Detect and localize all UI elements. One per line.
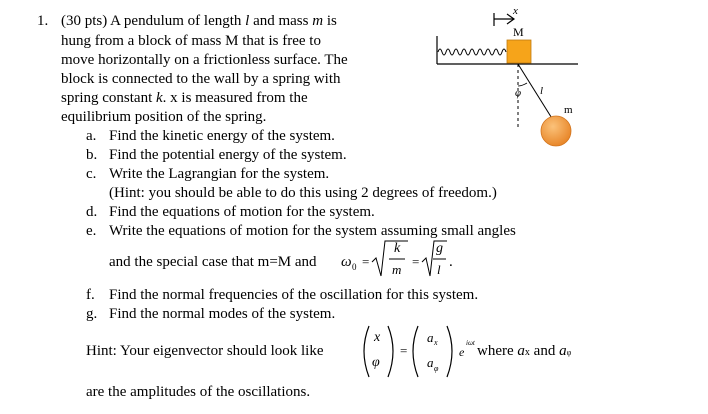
problem-line-2: hung from a block of mass M that is free to <box>61 33 321 49</box>
numerator-g: g <box>436 241 443 256</box>
block-M-label: M <box>513 25 524 39</box>
x-label: x <box>513 5 518 17</box>
problem-line-3: move horizontally on a frictionless surface. The <box>61 52 348 68</box>
bob-m-label: m <box>564 104 573 116</box>
part-b-text: Find the potential energy of the system. <box>109 147 347 163</box>
problem-line-6: equilibrium position of the spring. <box>61 109 267 125</box>
numerator-k: k <box>394 241 401 256</box>
vector-phi: φ <box>372 355 380 370</box>
sqrt-g-over-l <box>422 241 447 276</box>
part-g-label: g. <box>86 306 98 322</box>
amplitude-ax-sub: x <box>434 338 438 347</box>
amplitude-aphi-sub: φ <box>434 364 439 373</box>
part-d-text: Find the equations of motion for the system. <box>109 204 375 220</box>
spring <box>438 49 506 55</box>
part-f-label: f. <box>86 287 95 303</box>
hint-where: where ax and aφ <box>477 343 572 359</box>
vector-brackets-right <box>413 326 452 377</box>
problem-line-4: block is connected to the wall by a spring with <box>61 71 341 87</box>
block-mass-M <box>507 40 531 63</box>
problem-line-5: spring constant k. x is measured from the <box>61 90 308 106</box>
denominator-m: m <box>392 262 402 277</box>
omega-subscript: 0 <box>352 262 357 272</box>
omega-symbol: ω <box>341 254 352 270</box>
vector-x: x <box>374 330 381 345</box>
part-c-text: Write the Lagrangian for the system. <box>109 166 330 182</box>
equation-period: . <box>449 254 453 270</box>
pendulum-bob <box>541 116 571 146</box>
length-l-label: l <box>540 85 544 97</box>
part-a-text: Find the kinetic energy of the system. <box>109 128 335 144</box>
exponent-iwt: iωt <box>466 339 475 347</box>
equals-sign-2: = <box>412 254 420 269</box>
pendulum-figure <box>437 5 578 146</box>
amplitude-ax: a <box>427 330 434 345</box>
hint-last-line: are the amplitudes of the oscillations. <box>86 384 311 400</box>
angle-arc <box>518 83 527 86</box>
vector-brackets-left <box>364 326 393 377</box>
hint-text: Hint: Your eigenvector should look like <box>86 343 324 359</box>
sqrt-k-over-m <box>372 241 408 276</box>
part-f-text: Find the normal frequencies of the oscillation for this system. <box>109 287 479 303</box>
amplitude-aphi: a <box>427 355 434 370</box>
x-direction-arrow <box>494 13 514 26</box>
part-e-text: Write the equations of motion for the system assuming small angles <box>109 223 516 239</box>
part-c-label: c. <box>86 166 97 182</box>
part-a-label: a. <box>86 128 97 144</box>
special-case-text: and the special case that m=M and <box>109 254 317 270</box>
part-b-label: b. <box>86 147 98 163</box>
part-g-text: Find the normal modes of the system. <box>109 306 336 322</box>
pendulum-rod <box>518 64 553 120</box>
problem-number: 1. <box>37 13 49 29</box>
denominator-l: l <box>437 262 441 277</box>
part-c-hint: (Hint: you should be able to do this using 2 degrees of freedom.) <box>109 185 497 201</box>
exponential-e: e <box>459 345 465 359</box>
equals-sign-1: = <box>362 254 370 269</box>
part-e-label: e. <box>86 223 97 239</box>
problem-line-1: (30 pts) A pendulum of length l and mass m is <box>61 13 337 29</box>
phi-label: φ <box>515 87 522 99</box>
equals-sign-3: = <box>400 343 408 358</box>
part-d-label: d. <box>86 204 98 220</box>
